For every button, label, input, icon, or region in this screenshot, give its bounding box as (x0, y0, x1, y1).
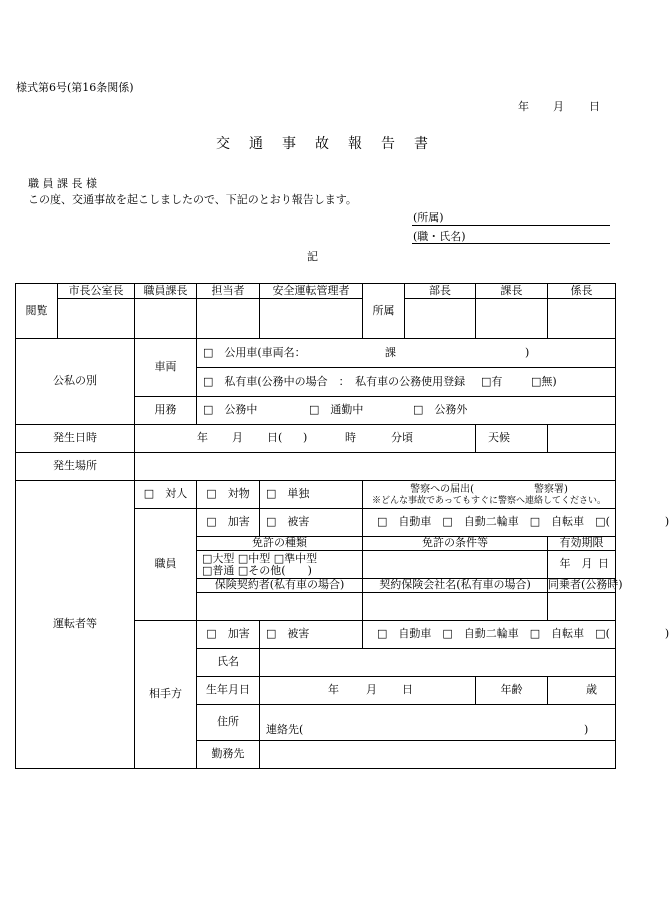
private-car-cell[interactable] (197, 368, 616, 397)
date-day-label: 日 (589, 100, 600, 113)
driver-etc-label: 運転者等 (16, 481, 135, 769)
occurrence-datetime-cell[interactable] (135, 425, 476, 453)
birth-date-label: 生年月日 (197, 677, 260, 705)
datetime-row (16, 425, 616, 453)
address-label: 住所 (197, 705, 260, 741)
location-row (16, 453, 616, 481)
ki-label: 記 (307, 250, 318, 263)
police-note: ※どんな事故であってもすぐに警察へ連絡してください。 (372, 495, 606, 506)
personnel-chief-seal[interactable] (135, 299, 197, 339)
page-title: 交通事故報告書 (216, 136, 447, 152)
accident-type-row (16, 481, 616, 509)
person-in-charge-seal[interactable] (197, 299, 260, 339)
staff-victim-option[interactable]: □ 被害 (260, 509, 363, 537)
weather-value[interactable] (548, 425, 616, 453)
bucho-seal[interactable] (405, 299, 476, 339)
official-car-row (16, 339, 616, 368)
other-name-value[interactable] (260, 649, 616, 677)
ka-label: 課 (385, 345, 396, 359)
police-cell (363, 481, 616, 509)
contact-close: ) (584, 723, 589, 736)
insurance-holder-label: 保険契約者(私有車の場合) (197, 579, 363, 593)
staff-label: 職員 (135, 509, 197, 621)
other-vehicle-types[interactable]: □ 自動車 □ 自動二輪車 □ 自転車 □( ) (363, 621, 616, 649)
approval-seal-row (16, 299, 616, 339)
name-line (412, 243, 610, 244)
form-number: 様式第6号(第16条関係) (16, 81, 134, 94)
birth-day: 日 (402, 683, 413, 697)
vehicle-label: 車両 (135, 339, 197, 397)
age-label: 年齢 (476, 677, 548, 705)
person-in-charge-label: 担当者 (197, 284, 260, 299)
validity-value[interactable] (548, 551, 616, 579)
commuting-option[interactable]: □ 通勤中 (309, 403, 364, 417)
location-value[interactable] (135, 453, 616, 481)
public-private-label: 公私の別 (16, 339, 135, 425)
safety-manager-seal[interactable] (260, 299, 363, 339)
weather-label: 天候 (476, 425, 548, 453)
staff-assailant-option[interactable]: □ 加害 (197, 509, 260, 537)
dt-day: 日( (267, 431, 283, 445)
occurrence-datetime-label: 発生日時 (16, 425, 135, 453)
license-type-label: 免許の種類 (197, 537, 363, 551)
on-duty-option[interactable]: □ 公務中 (203, 403, 258, 417)
other-party-label: 相手方 (135, 621, 197, 769)
insurance-company-label: 契約保険会社名(私有車の場合) (363, 579, 548, 593)
age-unit: 歳 (586, 683, 597, 697)
val-month: 月 (581, 557, 593, 571)
license-line-2[interactable]: □普通 □その他( ) (202, 563, 312, 577)
workplace-label: 勤務先 (197, 741, 260, 769)
passenger-value[interactable] (548, 593, 616, 621)
dt-paren-close: ) (303, 431, 308, 445)
passenger-label: 同乗者(公務時) (548, 578, 623, 592)
affiliation-line (412, 225, 610, 226)
business-cell[interactable] (197, 397, 616, 425)
official-car-option[interactable]: □ 公用車(車両名： (203, 345, 306, 359)
bucho-label: 部長 (405, 284, 476, 299)
validity-label: 有効期限 (548, 537, 616, 551)
dt-hour: 時 (345, 431, 356, 445)
personnel-chief-label: 職員課長 (135, 284, 197, 299)
name-label: (職・氏名) (413, 230, 466, 243)
official-car-cell[interactable] (197, 339, 616, 368)
workplace-value[interactable] (260, 741, 616, 769)
age-value[interactable] (548, 677, 616, 705)
kakaricho-label: 係長 (548, 284, 616, 299)
license-conditions-value[interactable] (363, 551, 548, 579)
single-option[interactable]: □ 単独 (260, 481, 363, 509)
insurance-company-value[interactable] (363, 593, 548, 621)
date-month-label: 月 (553, 100, 564, 113)
mayor-office-chief-seal[interactable] (58, 299, 135, 339)
addressee: 職 員 課 長 様 (28, 177, 97, 190)
business-label: 用務 (135, 397, 197, 425)
report-form-table (15, 283, 669, 769)
registration-yes[interactable]: □有 (481, 374, 503, 388)
kacho-label: 課長 (476, 284, 548, 299)
location-label: 発生場所 (16, 453, 135, 481)
approval-header-row (16, 284, 616, 299)
contact-label: 連絡先( (266, 723, 304, 736)
registration-no[interactable]: □無) (531, 374, 557, 388)
vs-object-option[interactable]: □ 対物 (197, 481, 260, 509)
insurance-holder-value[interactable] (197, 593, 363, 621)
dt-minute: 分頃 (391, 431, 413, 445)
safety-manager-label: 安全運転管理者 (260, 284, 363, 299)
birth-month: 月 (366, 683, 377, 697)
dt-month: 月 (232, 431, 243, 445)
off-duty-option[interactable]: □ 公務外 (413, 403, 468, 417)
birth-date-value[interactable] (260, 677, 476, 705)
dt-year: 年 (197, 431, 208, 445)
other-victim-option[interactable]: □ 被害 (260, 621, 363, 649)
official-car-close: ) (525, 345, 530, 359)
kacho-seal[interactable] (476, 299, 548, 339)
address-value[interactable] (260, 705, 616, 741)
license-line-1[interactable]: □大型 □中型 □準中型 (202, 551, 318, 565)
shozoku-label: 所属 (363, 284, 405, 339)
birth-year: 年 (328, 683, 339, 697)
intro-text: この度、交通事故を起こしましたので、下記のとおり報告します。 (28, 193, 357, 206)
mayor-office-chief-label: 市長公室長 (58, 284, 135, 299)
private-car-option[interactable]: □ 私有車(公務中の場合 ： 私有車の公務使用登録 (203, 374, 466, 388)
kanran-label: 閲覧 (16, 284, 58, 339)
val-day: 日 (598, 557, 609, 571)
other-name-label: 氏名 (197, 649, 260, 677)
license-type-options[interactable] (197, 551, 363, 579)
affiliation-label: (所属) (413, 211, 444, 224)
date-year-label: 年 (518, 100, 529, 113)
val-year: 年 (559, 557, 571, 571)
kakaricho-seal[interactable] (548, 299, 616, 339)
police-report[interactable]: 警察への届出( 警察署) (410, 483, 568, 495)
license-conditions-label: 免許の条件等 (363, 537, 548, 551)
other-assailant-option[interactable]: □ 加害 (197, 621, 260, 649)
staff-vehicle-types[interactable]: □ 自動車 □ 自動二輪車 □ 自転車 □( ) (363, 509, 616, 537)
vs-person-option[interactable]: □ 対人 (135, 481, 197, 509)
